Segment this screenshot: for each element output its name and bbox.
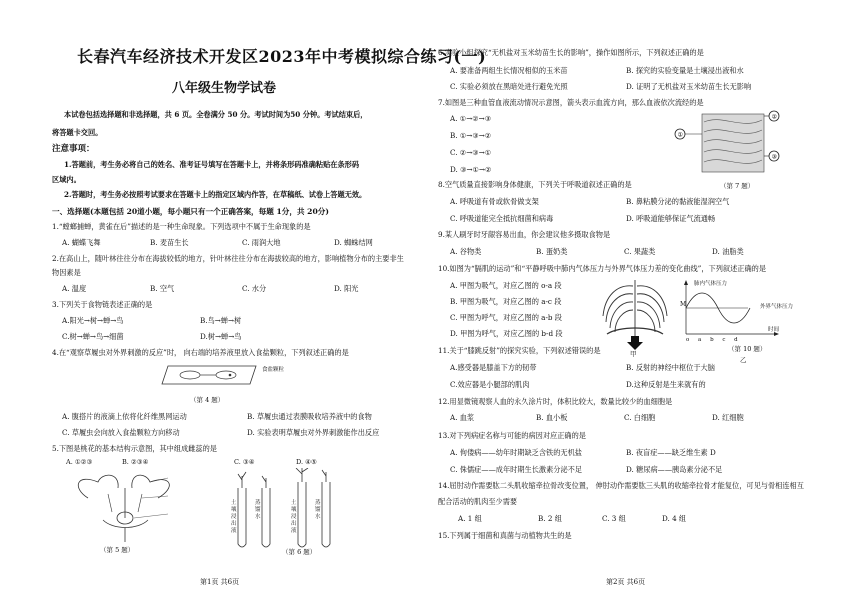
option: B. 草履虫通过表膜吸收培养液中的食物 [247,412,372,421]
option: D. 呼吸道能够保证气流通畅 [626,214,716,223]
option: A. 要准备两组生长情况相似的玉米苗 [450,66,568,75]
option: D. ③→①→② [450,165,492,174]
question: 11.关于“膝跳反射”的探究实验，下列叙述错误的是 [438,346,601,355]
svg-text:①: ① [677,131,683,139]
question: 物因素是 [52,268,81,277]
question: 8.空气质量直接影响身体健康，下列关于呼吸道叙述正确的是 [438,180,632,189]
figure-caption: （第 4 题） [190,396,225,404]
option: D. 实验表明草履虫对外界刺激能作出反应 [247,428,380,437]
option: C. 水分 [242,284,267,293]
question: 7.如图是三种血管血液流动情况示意图，箭头表示血流方向，那么血液依次流经的是 [438,98,704,107]
option: C. 3 组 [602,514,626,523]
option: D. ④⑤ [296,458,317,466]
option: B. ②③④ [122,458,149,466]
notice-title: 注意事项： [52,144,95,154]
question: 配合活动的肌肉至少需要 [438,497,518,506]
exam-title: 长春汽车经济技术开发区2023年中考模拟综合练习(一) [77,47,487,66]
option: B. 血小板 [536,413,568,422]
figure-caption: （第 5 题） [100,546,135,554]
option: B. 夜盲症——缺乏维生素 D [626,448,716,457]
option: C. ②→③→① [450,148,492,157]
salt-label: 食盐颗粒 [262,367,285,373]
option: D. 甲图为呼气，对应乙图的 b-d 段 [450,329,563,338]
figure-label-jia: 甲 [630,350,637,358]
option: A.阳光→树→蝉→鸟 [62,316,124,325]
option: B. 空气 [150,284,175,293]
option: B. 麦苗生长 [150,238,189,247]
question: 6.实验小组探究“无机盐对玉米幼苗生长的影响”，操作如图所示，下列叙述正确的是 [438,48,704,57]
option: B. 2 组 [538,514,562,523]
page-number: 第1页 共6页 [200,578,240,586]
option: A. 佝偻病——幼年时期缺乏含铁的无机盐 [450,448,582,457]
option: B. 鼻粘膜分泌的黏液能湿润空气 [626,197,730,206]
figure-caption: （第 6 题） [282,548,317,556]
tube-label: 土壤浸出液 [231,500,237,534]
question: 5.下图是桃花的基本结构示意图，其中组成雌蕊的是 [52,444,217,453]
option: D. 证明了无机盐对玉米幼苗生长无影响 [626,82,752,91]
option: A. ①→②→③ [450,114,492,123]
option: A. 甲图为吸气，对应乙图的 o-a 段 [450,281,562,290]
test-tube-figure [228,468,348,550]
paramecium-slide-figure [160,362,260,388]
graph-m-label: M [680,301,687,308]
figure-label-yi: 乙 [740,356,747,364]
option: D.树→蝉→鸟 [200,332,242,341]
graph-ext-label: 外界气体压力 [760,304,794,310]
graph-tick-labels: o a b c d [686,337,738,343]
svg-text:③: ③ [771,153,777,161]
graph-y-label: 肺内气体压力 [694,281,728,287]
option: C. 实验必须放在黑暗处进行避免光照 [450,82,568,91]
question: 10.如图为“膈肌的运动”和“平静呼吸中肺内气体压力与外界气体压力差的变化曲线”，下列叙述正确的是 [438,264,767,273]
figure-caption: （第 10 题） [728,345,767,353]
option: B. 探究的实验变量是土壤浸出液和水 [626,66,744,75]
option: A. 1 组 [458,514,482,523]
question: 1.“螳螂捕蝉，黄雀在后”描述的是一种生命现象。下列选项中不属于生命现象的是 [52,222,311,231]
option: A. 温度 [62,284,87,293]
option: D. 糖尿病——胰岛素分泌不足 [626,465,723,474]
option: A. 谷物类 [450,247,482,256]
tube-label: 蒸馏水 [315,500,321,520]
option: C. 草履虫会向放入食盐颗粒方向移动 [62,428,180,437]
option: B.鸟→蝉→树 [200,316,242,325]
page-number: 第2页 共6页 [606,578,646,586]
option: D. 阳光 [334,284,359,293]
option: C. 呼吸道能完全抵抗细菌和病毒 [450,214,554,223]
option: C. ③④ [234,458,255,466]
intro-line: 将答题卡交回。 [52,128,103,137]
option: C. 雨润大地 [242,238,281,247]
option: A. 蝴蝶飞舞 [62,238,101,247]
option: B. ①→③→② [450,131,492,140]
option: B. 甲图为吸气，对应乙图的 a-c 段 [450,297,562,306]
question: 2.在高山上，随叶林往往分布在海拔较低的地方，针叶林往往分布在海拔较高的地方，影响植物分布的主要非生 [52,254,404,263]
option: A. ①②③ [66,458,93,466]
option: B. 反射的神经中枢位于大脑 [626,363,715,372]
option: C.效应器是小腿部的肌肉 [450,380,530,389]
graph-time-label: 时间 [768,327,780,333]
exam-subtitle: 八年级生物学试卷 [172,81,277,96]
notice-item: 区域内。 [52,175,81,184]
option: D. 4 组 [662,514,687,523]
question: 12.用显微镜观察人血的永久涂片时，体积比较大，数量比较少的血细胞是 [438,397,673,406]
option: C. 侏儒症——成年时期生长激素分泌不足 [450,465,583,474]
question: 13.对下列病症名称与可能的病因对应正确的是 [438,431,586,440]
question: 9.某人刷牙时牙龈容易出血，你会建议他多摄取食物是 [438,230,611,239]
svg-text:②: ② [771,113,777,121]
figure-caption: （第 7 题） [720,182,755,190]
ribcage-diaphragm-figure [597,276,673,352]
option: C. 甲图为呼气，对应乙图的 a-b 段 [450,313,562,322]
question: 4.在“观察草履虫对外界刺激的反应”时， 向右端的培养液里放入食盐颗粒，下列叙述正确的是 [52,348,349,357]
section-heading: 一、选择题(本题包括 20道小题，每小题只有一个正确答案，每题 1分，共 20分) [52,207,329,216]
option: D. 油脂类 [712,247,744,256]
option: C.树→蝉→鸟→细菌 [62,332,124,341]
tube-label: 蒸馏水 [255,500,261,520]
option: A. 腹搭片的液滴上依将化纤维黑网运动 [62,412,187,421]
option: D.这种反射是生来就有的 [626,380,706,389]
question: 3.下列关于食物链表述正确的是 [52,300,153,309]
option: C. 果蔬类 [624,247,656,256]
option: D. 红细胞 [712,413,744,422]
option: A.感受器是膝盖下方的韧带 [450,363,537,372]
intro-line: 本试卷包括选择题和非选择题，共 6 页。全卷满分 50 分。考试时间为50 分钟。考试结束后， [64,110,368,119]
question: 14.屈肘动作需要肱二头肌收缩牵拉骨改变位置， 伸肘动作需要肱三头肌的收缩牵拉骨才能复位，可见与骨相连相互 [438,481,804,490]
option: B. 蛋奶类 [536,247,568,256]
option: C. 白细胞 [624,413,656,422]
notice-item: 1.答题前，考生务必将自己的姓名、准考证号填写在答题卡上，并将条形码准确粘贴在条形码 [64,160,360,169]
option: D. 蜘蛛结网 [334,238,373,247]
blood-vessel-figure [672,108,782,180]
option: A. 血浆 [450,413,475,422]
peach-flower-figure [68,468,188,544]
option: A. 呼吸道有骨或软骨做支架 [450,197,539,206]
notice-item: 2.答题时，考生务必按照考试要求在答题卡上的指定区域内作答，在草稿纸、试卷上答题无效。 [64,190,367,199]
tube-label: 土壤浸出液 [291,500,297,534]
question: 15.下列属于细菌和真菌与动植物共生的是 [438,531,572,540]
